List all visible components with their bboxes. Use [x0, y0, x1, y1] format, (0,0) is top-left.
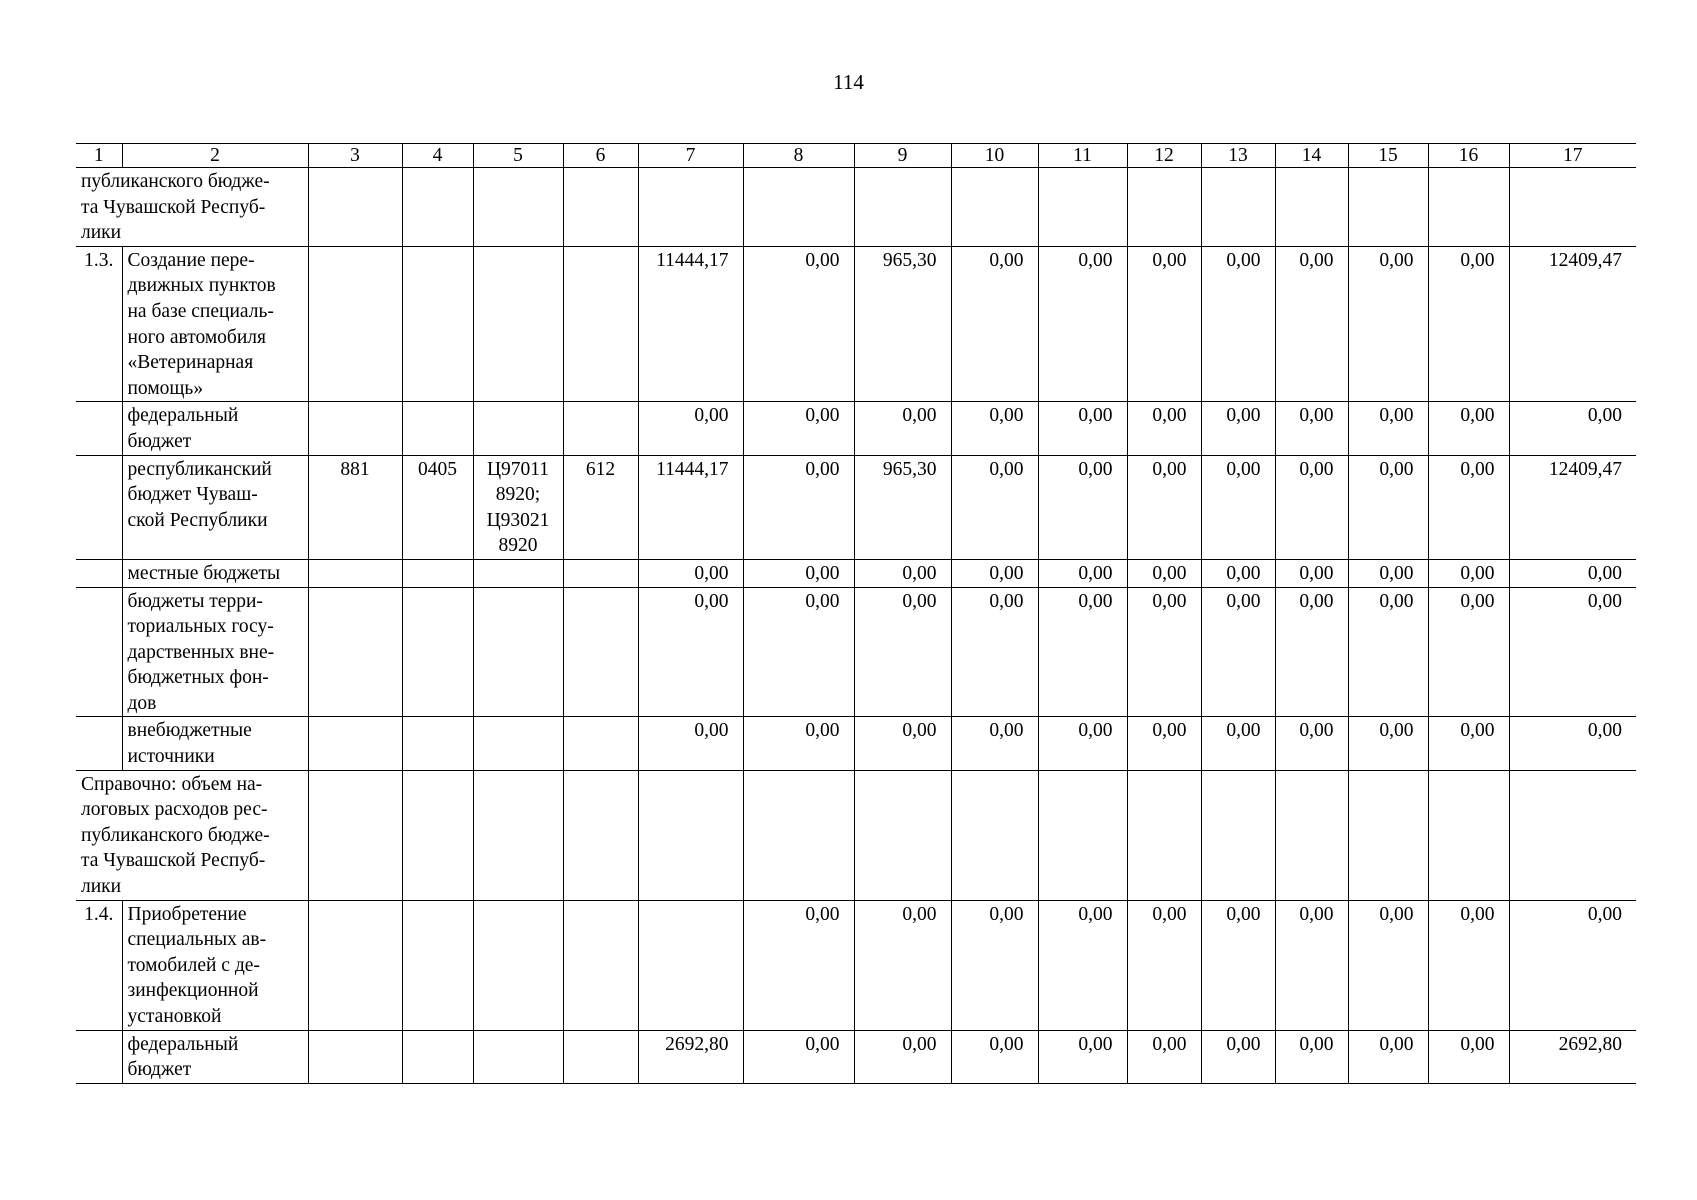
column-number-header: 3	[308, 144, 402, 168]
amount-cell: 0,00	[1275, 717, 1348, 770]
page-number: 114	[833, 70, 864, 94]
empty-cell	[743, 770, 854, 900]
empty-cell	[1275, 770, 1348, 900]
item-name: бюджеты терри- ториальных госу- дарственных вне- бюджетных фон- дов	[122, 587, 308, 717]
amount-cell: 0,00	[1127, 587, 1201, 717]
amount-cell: 0,00	[1127, 402, 1201, 455]
empty-cell	[563, 168, 638, 247]
amount-cell: 0,00	[1428, 900, 1509, 1030]
amount-cell: 0,00	[1201, 559, 1275, 587]
admin-code	[308, 587, 402, 717]
amount-cell: 0,00	[1201, 587, 1275, 717]
expense-type-code	[563, 246, 638, 402]
amount-cell: 0,00	[1275, 402, 1348, 455]
reference-row	[76, 770, 1636, 900]
amount-cell: 0,00	[1428, 717, 1509, 770]
amount-cell: 0,00	[638, 717, 743, 770]
amount-cell: 0,00	[1275, 455, 1348, 559]
column-number-header: 6	[563, 144, 638, 168]
empty-cell	[1127, 168, 1201, 247]
target-article-code	[473, 1030, 563, 1083]
amount-cell: 11444,17	[638, 246, 743, 402]
column-number-header: 10	[951, 144, 1038, 168]
empty-cell	[743, 168, 854, 247]
reference-row	[76, 168, 1636, 247]
amount-cell: 0,00	[1348, 717, 1428, 770]
amount-cell: 0,00	[1127, 1030, 1201, 1083]
empty-cell	[473, 168, 563, 247]
amount-cell: 0,00	[1038, 246, 1127, 402]
amount-cell: 0,00	[1348, 900, 1428, 1030]
amount-cell: 0,00	[1038, 402, 1127, 455]
empty-cell	[854, 168, 951, 247]
reference-note: публиканского бюдже- та Чувашской Респуб- лики	[76, 168, 308, 247]
empty-cell	[1038, 770, 1127, 900]
table-row	[76, 455, 1636, 559]
amount-cell: 2692,80	[638, 1030, 743, 1083]
amount-cell: 0,00	[1127, 455, 1201, 559]
empty-cell	[1201, 770, 1275, 900]
admin-code	[308, 717, 402, 770]
target-article-code	[473, 402, 563, 455]
expense-type-code	[563, 900, 638, 1030]
column-number-header: 16	[1428, 144, 1509, 168]
column-number-header: 7	[638, 144, 743, 168]
amount-cell: 0,00	[1275, 587, 1348, 717]
empty-cell	[1348, 168, 1428, 247]
column-number-header: 4	[402, 144, 473, 168]
table-row	[76, 900, 1636, 1030]
section-code	[402, 900, 473, 1030]
amount-cell: 965,30	[854, 455, 951, 559]
column-number-row	[76, 144, 1636, 168]
item-number	[76, 402, 122, 455]
empty-cell	[1428, 168, 1509, 247]
amount-cell: 0,00	[638, 587, 743, 717]
table-row	[76, 717, 1636, 770]
column-number-header: 11	[1038, 144, 1127, 168]
target-article-code	[473, 717, 563, 770]
section-code	[402, 587, 473, 717]
empty-cell	[1127, 770, 1201, 900]
amount-cell: 11444,17	[638, 455, 743, 559]
amount-cell: 0,00	[1509, 717, 1636, 770]
item-number	[76, 455, 122, 559]
expense-type-code	[563, 587, 638, 717]
amount-cell: 0,00	[1509, 900, 1636, 1030]
empty-cell	[308, 770, 402, 900]
amount-cell: 0,00	[951, 402, 1038, 455]
admin-code	[308, 559, 402, 587]
empty-cell	[1201, 168, 1275, 247]
section-code	[402, 1030, 473, 1083]
amount-cell: 0,00	[951, 900, 1038, 1030]
table-row	[76, 246, 1636, 402]
target-article-code: Ц97011 8920; Ц93021 8920	[473, 455, 563, 559]
admin-code: 881	[308, 455, 402, 559]
budget-table	[76, 143, 1636, 1084]
amount-cell: 0,00	[1348, 587, 1428, 717]
admin-code	[308, 402, 402, 455]
amount-cell: 0,00	[951, 246, 1038, 402]
amount-cell: 2692,80	[1509, 1030, 1636, 1083]
empty-cell	[473, 770, 563, 900]
item-name: федеральный бюджет	[122, 1030, 308, 1083]
empty-cell	[1509, 168, 1636, 247]
amount-cell: 0,00	[1348, 1030, 1428, 1083]
amount-cell: 0,00	[1428, 1030, 1509, 1083]
amount-cell: 0,00	[854, 587, 951, 717]
amount-cell: 12409,47	[1509, 246, 1636, 402]
amount-cell: 0,00	[1275, 1030, 1348, 1083]
empty-cell	[563, 770, 638, 900]
item-number: 1.3.	[76, 246, 122, 402]
target-article-code	[473, 559, 563, 587]
item-name: Приобретение специальных ав- томобилей с де- зинфекционной установкой	[122, 900, 308, 1030]
empty-cell	[638, 168, 743, 247]
target-article-code	[473, 587, 563, 717]
amount-cell: 0,00	[1428, 455, 1509, 559]
amount-cell: 0,00	[743, 1030, 854, 1083]
amount-cell	[638, 900, 743, 1030]
column-number-header: 1	[76, 144, 122, 168]
amount-cell: 0,00	[743, 402, 854, 455]
column-number-header: 12	[1127, 144, 1201, 168]
empty-cell	[402, 770, 473, 900]
amount-cell: 0,00	[1275, 900, 1348, 1030]
expense-type-code	[563, 402, 638, 455]
section-code	[402, 402, 473, 455]
item-number	[76, 1030, 122, 1083]
amount-cell: 0,00	[1038, 455, 1127, 559]
amount-cell: 0,00	[951, 1030, 1038, 1083]
empty-cell	[638, 770, 743, 900]
column-number-header: 8	[743, 144, 854, 168]
amount-cell: 0,00	[854, 900, 951, 1030]
amount-cell: 0,00	[1348, 559, 1428, 587]
item-name: федеральный бюджет	[122, 402, 308, 455]
table-row	[76, 559, 1636, 587]
admin-code	[308, 900, 402, 1030]
amount-cell: 0,00	[1428, 402, 1509, 455]
column-number-header: 13	[1201, 144, 1275, 168]
section-code	[402, 246, 473, 402]
amount-cell: 965,30	[854, 246, 951, 402]
amount-cell: 0,00	[1127, 900, 1201, 1030]
amount-cell: 0,00	[854, 1030, 951, 1083]
item-name: внебюджетные источники	[122, 717, 308, 770]
amount-cell: 0,00	[951, 717, 1038, 770]
amount-cell: 0,00	[1127, 559, 1201, 587]
amount-cell: 0,00	[638, 402, 743, 455]
amount-cell: 0,00	[638, 559, 743, 587]
empty-cell	[1275, 168, 1348, 247]
section-code	[402, 717, 473, 770]
item-name: Создание пере- движных пунктов на базе специаль- ного автомобиля «Ветеринарная помощь»	[122, 246, 308, 402]
amount-cell: 0,00	[743, 587, 854, 717]
amount-cell: 0,00	[854, 717, 951, 770]
amount-cell: 0,00	[1509, 559, 1636, 587]
empty-cell	[951, 168, 1038, 247]
target-article-code	[473, 246, 563, 402]
expense-type-code	[563, 1030, 638, 1083]
amount-cell: 0,00	[1348, 455, 1428, 559]
amount-cell: 0,00	[743, 559, 854, 587]
empty-cell	[951, 770, 1038, 900]
column-number-header: 14	[1275, 144, 1348, 168]
amount-cell: 0,00	[743, 900, 854, 1030]
amount-cell: 0,00	[1127, 717, 1201, 770]
amount-cell: 0,00	[854, 402, 951, 455]
empty-cell	[308, 168, 402, 247]
amount-cell: 0,00	[1038, 900, 1127, 1030]
amount-cell: 0,00	[951, 559, 1038, 587]
reference-note: Справочно: объем на- логовых расходов рес- публиканского бюдже- та Чувашской Респуб- лики	[76, 770, 308, 900]
table-row	[76, 402, 1636, 455]
amount-cell: 0,00	[1038, 1030, 1127, 1083]
column-number-header: 17	[1509, 144, 1636, 168]
amount-cell: 0,00	[854, 559, 951, 587]
item-name: местные бюджеты	[122, 559, 308, 587]
amount-cell: 0,00	[1275, 246, 1348, 402]
amount-cell: 0,00	[1201, 900, 1275, 1030]
amount-cell: 12409,47	[1509, 455, 1636, 559]
amount-cell: 0,00	[1428, 587, 1509, 717]
item-name: республиканский бюджет Чуваш- ской Республики	[122, 455, 308, 559]
admin-code	[308, 1030, 402, 1083]
amount-cell: 0,00	[1428, 559, 1509, 587]
amount-cell: 0,00	[1428, 246, 1509, 402]
section-code	[402, 559, 473, 587]
empty-cell	[1428, 770, 1509, 900]
column-number-header: 15	[1348, 144, 1428, 168]
item-number	[76, 587, 122, 717]
amount-cell: 0,00	[1348, 402, 1428, 455]
expense-type-code: 612	[563, 455, 638, 559]
amount-cell: 0,00	[1509, 587, 1636, 717]
amount-cell: 0,00	[1038, 587, 1127, 717]
expense-type-code	[563, 717, 638, 770]
amount-cell: 0,00	[743, 246, 854, 402]
item-number	[76, 559, 122, 587]
amount-cell: 0,00	[1348, 246, 1428, 402]
column-number-header: 2	[122, 144, 308, 168]
amount-cell: 0,00	[1201, 1030, 1275, 1083]
section-code: 0405	[402, 455, 473, 559]
empty-cell	[1348, 770, 1428, 900]
column-number-header: 5	[473, 144, 563, 168]
empty-cell	[402, 168, 473, 247]
expense-type-code	[563, 559, 638, 587]
amount-cell: 0,00	[743, 455, 854, 559]
amount-cell: 0,00	[1038, 559, 1127, 587]
item-number	[76, 717, 122, 770]
table-row	[76, 587, 1636, 717]
amount-cell: 0,00	[1201, 455, 1275, 559]
amount-cell: 0,00	[951, 455, 1038, 559]
amount-cell: 0,00	[1275, 559, 1348, 587]
empty-cell	[1038, 168, 1127, 247]
table-row	[76, 1030, 1636, 1083]
amount-cell: 0,00	[1201, 246, 1275, 402]
admin-code	[308, 246, 402, 402]
amount-cell: 0,00	[951, 587, 1038, 717]
amount-cell: 0,00	[1038, 717, 1127, 770]
amount-cell: 0,00	[743, 717, 854, 770]
empty-cell	[854, 770, 951, 900]
empty-cell	[1509, 770, 1636, 900]
item-number: 1.4.	[76, 900, 122, 1030]
amount-cell: 0,00	[1201, 717, 1275, 770]
amount-cell: 0,00	[1509, 402, 1636, 455]
amount-cell: 0,00	[1127, 246, 1201, 402]
target-article-code	[473, 900, 563, 1030]
amount-cell: 0,00	[1201, 402, 1275, 455]
column-number-header: 9	[854, 144, 951, 168]
